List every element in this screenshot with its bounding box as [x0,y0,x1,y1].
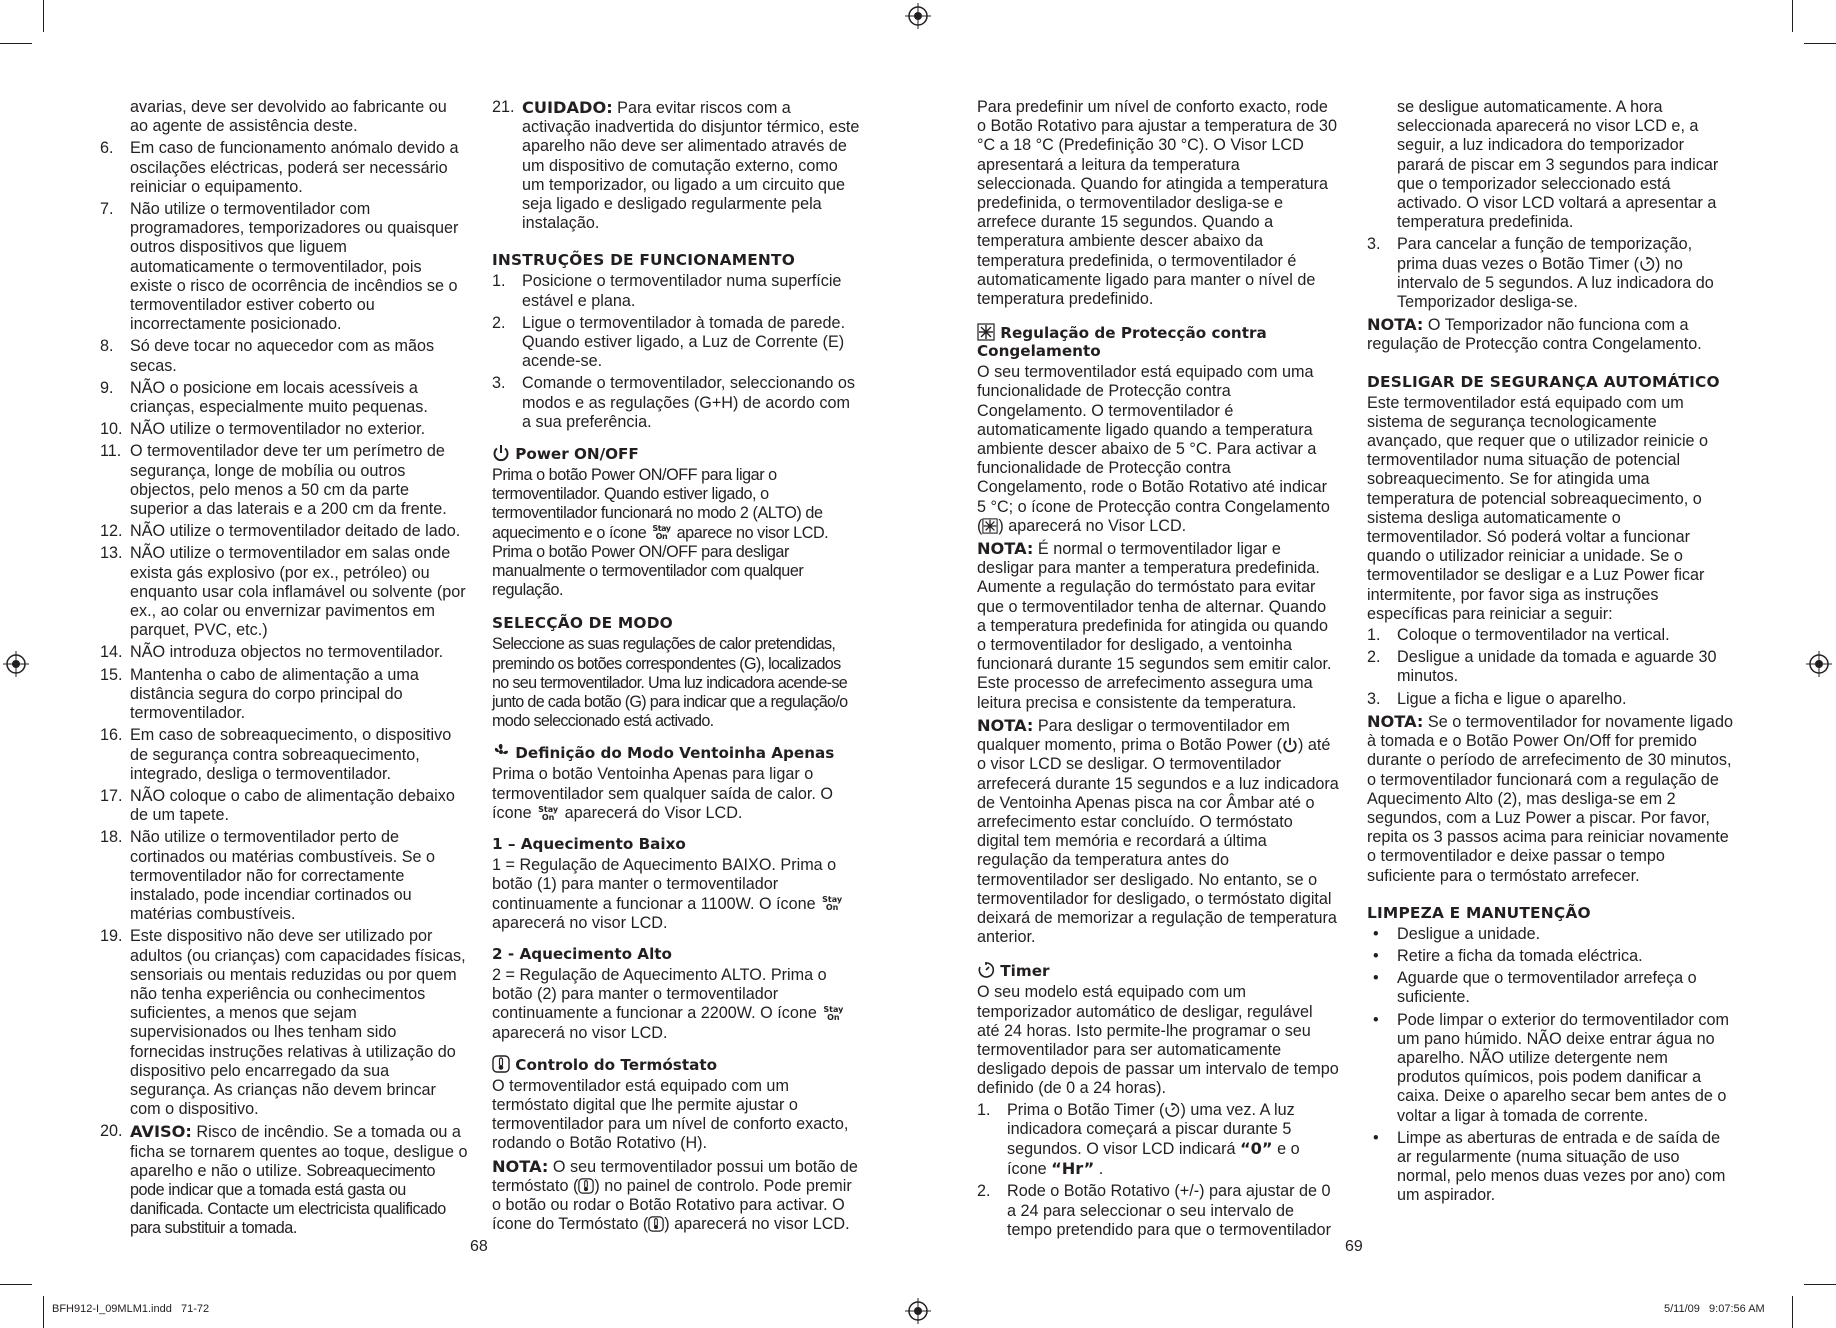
list-item: 16. Em caso de sobreaquecimento, o dispositivo de segurança contra sobreaquecimento, integrado, desliga o termoventilador. [100,726,452,783]
list-item: 10. NÃO utilize o termoventilador no exterior. [100,420,426,439]
list-item: 17. NÃO coloque o cabo de alimentação debaixo de um tapete. [100,786,455,825]
timer-text: O seu modelo está equipado com um temporizador automático de desligar, regulável até 24 horas. Isto permite-lhe programar o seu termoventilador para ser automaticamente desligado depois de passar um intervalo de tempo definido (de 0 a 24 horas). [977,983,1339,1098]
registration-mark-icon [3,651,29,677]
bullet-item: • Desligue a unidade. [1373,924,1541,943]
section-title-timer: Timer [977,961,1339,980]
list-item: 19. Este dispositivo não deve ser utilizado por adultos (ou crianças) com capacidades físicas, sensoriais ou mentais reduzidas ou por quem não tenha experiência ou conhecimentos suficientes, a menos que sejam supervisionados ou lhes tenham sido fornecidas instruções relativas à utilização do dispositivo pelo encarregado da sua segurança. As crianças não devem brincar com o dispositivo. [100,927,466,1119]
list-item: 11. O termoventilador deve ter um perímetro de segurança, longe de mobília ou outros objectos, pelo menos a 50 cm da parte superior a das laterais e a 200 cm da frente. [100,442,447,519]
thermostat-icon [578,1178,594,1194]
thermostat-icon [492,1055,510,1073]
stay-on-icon: Stay On [538,804,559,822]
crop-mark [0,1284,32,1285]
list-item: 15. Mantenha o cabo de alimentação a uma distância segura do corpo principal do termoventilador. [100,665,419,723]
section-title-low-heat: 1 – Aquecimento Baixo [492,835,686,854]
thermostat-text: O termoventilador está equipado com um termóstato digital que lhe permite ajustar o termoventilador para um nível de conforto exacto, rodando o Botão Rotativo (H). [492,1076,849,1153]
low-heat-text: 1 = Regulação de Aquecimento BAIXO. Prima o botão (1) para manter o termoventilador continuamente a funcionar a 1100W. O ícone Stay On aparecerá no visor LCD. [492,856,843,932]
fan-icon [492,743,510,761]
safety-text: Este termoventilador está equipado com um sistema de segurança tecnologicamente avançado, que requer que o utilizador reinicie o termoventilador numa situação de potencial sobreaquecimento. Se for atingida uma temperatura de potencial sobreaquecimento, o sistema desliga automaticamente o termoventilador. Só poderá voltar a funcionar quando o utilizador reiniciar a unidade. Se o termoventilador se desligar e a Luz Power ficar intermitente, por favor siga as instruções específicas para reiniciar a seguir: [1367,393,1709,623]
bullet-item: • Aguarde que o termoventilador arrefeça o suficiente. [1373,969,1697,1007]
section-title-power: Power ON/OFF [492,444,860,463]
list-item: avarias, deve ser devolvido ao fabricante ou ao agente de assistência deste. [130,98,447,136]
bullet-item: • Pode limpar o exterior do termoventilador com um pano húmido. NÃO deixe entrar água no aparelho. NÃO utilize detergente nem produtos químicos, pois podem danificar a caixa. Deixe o aparelho secar bem antes de o voltar a ligar à tomada de corrente. [1373,1010,1729,1125]
safety-note: NOTA: Se o termoventilador for novamente ligado à tomada e o Botão Power On/Off for premido durante o período de arrefecimento de 30 minutos, o termoventilador funcionará com a regulação de Aquecimento Alto (2), mas desliga-se em 2 segundos, com a Luz Power a piscar. Por favor, repita os 3 passos acima para reiniciar novamente o termoventilador e deixe passar o tempo suficiente para o termóstato arrefecer. [1367,711,1733,885]
stay-on-icon: Stay On [822,895,843,913]
thermostat-icon [648,1216,664,1232]
list-item: 3. Comande o termoventilador, seleccionando os modos e as regulações (G+H) de acordo com a sua preferência. [492,374,855,431]
timer-step-1: 1. Prima o Botão Timer ( ) uma vez. A luz indicadora começará a piscar durante 5 segundos. O visor LCD indicará “0” e o ícone “Hr” . [977,1100,1300,1179]
section-title-mode: SELECÇÃO DE MODO [492,614,673,633]
bullet-item: • Limpe as aberturas de entrada e de saída de ar regularmente (numa situação de uso normal, pelo menos duas vezes por ano) com um aspirador. [1373,1128,1726,1205]
list-item: 2. Desligue a unidade da tomada e aguarde 30 minutos. [1367,648,1717,686]
list-item: 1. Posicione o termoventilador numa superfície estável e plana. [492,272,842,310]
timer-step-2: 2. Rode o Botão Rotativo (+/-) para ajustar de 0 a 24 para seleccionar o seu intervalo de tempo pretendido para que o termoventilador [977,1182,1331,1239]
list-item: 3. Ligue a ficha e ligue o aparelho. [1367,689,1627,708]
list-item: 18. Não utilize o termoventilador perto de cortinados ou matérias combustíveis. Se o termoventilador não for correctamente instalado, pode incendiar cortinados ou matérias combustíveis. [100,828,436,924]
mode-text: Seleccione as suas regulações de calor pretendidas, premindo os botões correspondentes (G), localizados no seu termoventilador. Uma luz indicadora acende-se junto de cada botão (G) para indicar que a regulação/o modo seleccionado está activado. [492,635,848,731]
crop-mark [1804,43,1836,44]
crop-mark [1804,1284,1836,1285]
crop-mark [1792,1296,1793,1328]
power-text: Prima o botão Power ON/OFF para ligar o termoventilador. Quando estiver ligado, o termoventilador funcionará no modo 2 (ALTO) de aquecimento e o ícone Stay On aparece no visor LCD. Prima o botão Power ON/OFF para desligar manualmente o termoventilador com qualquer regulação. [492,466,829,600]
timer-step-3: 3. Para cancelar a função de temporização, prima duas vezes o Botão Timer ( ) no intervalo de 5 segundos. A luz indicadora do Temporizador desliga-se. [1367,235,1714,312]
section-title-cleaning: LIMPEZA E MANUTENÇÃO [1367,903,1591,922]
list-item: 14. NÃO introduza objectos no termoventilador. [100,643,444,662]
frost-text: O seu termoventilador está equipado com uma funcionalidade de Protecção contra Congelamento. O termoventilador é automaticamente ligado quando a temperatura ambiente descer abaixo de 5 °C. Para activar a funcionalidade de Protecção contra Congelamento, rode o Botão Rotativo até indicar 5 °C; o ícone de Protecção contra Congelamento ( ) aparecerá no Visor LCD. [977,363,1330,535]
section-title-fan: Definição do Modo Ventoinha Apenas [492,743,860,762]
power-icon [1282,737,1298,753]
instructions-list [492,272,860,432]
timer-step-2-cont: se desligue automaticamente. A hora seleccionada aparecerá no visor LCD e, a seguir, a luz indicadora do temporizador parará de piscar em 3 segundos para indicar que o temporizador seleccionado está activado. O visor LCD voltará a apresentar a temperatura predefinida. [1397,98,1719,232]
high-heat-text: 2 = Regulação de Aquecimento ALTO. Prima o botão (2) para manter o termoventilador continuamente a funcionar a 2200W. O ícone Stay On aparecerá no visor LCD. [492,965,844,1042]
bullet-item: • Retire a ficha da tomada eléctrica. [1373,946,1643,965]
frost-note-2: NOTA: Para desligar o termoventilador em qualquer momento, prima o Botão Power ( ) até o visor LCD se desligar. O termoventilador arrefecerá durante 15 segundos e a luz indicadora de Ventoinha Apenas pisca na cor Âmbar até o arrefecimento estar concluído. O termóstato digital tem memória e recordará a última regulação da temperatura antes do termoventilador ser desligado. No entanto, se o termoventilador for desligado, o termóstato digital deixará de memorizar a regulação de temperatura anterior. [977,715,1339,947]
section-title-instructions: INSTRUÇÕES DE FUNCIONAMENTO [492,251,795,270]
list-item: 8. Só deve tocar no aquecedor com as mãos secas. [100,337,435,375]
column-2 [492,98,860,1236]
footer-file-name: BFH912-I_09MLM1.indd 71-72 [52,1303,210,1315]
timer-icon [1164,1102,1180,1118]
footer-timestamp: 5/11/09 9:07:56 AM [1664,1303,1765,1315]
warning-label: AVISO: [130,1122,192,1142]
timer-note: NOTA: O Temporizador não funciona com a regulação de Protecção contra Congelamento. [1367,315,1702,354]
registration-mark-icon [1806,651,1832,677]
fan-text: Prima o botão Ventoinha Apenas para ligar o termoventilador sem qualquer saída de calor. O ícone Stay On aparecerá do Visor LCD. [492,765,834,822]
safety-list [100,139,468,1119]
column-3 [977,98,1339,1243]
stay-on-icon: Stay On [652,524,671,542]
stay-on-icon: Stay On [823,1005,844,1023]
crop-mark [0,43,32,44]
list-item: 2. Ligue o termoventilador à tomada de parede. Quando estiver ligado, a Luz de Corrente (E) acende-se. [492,313,846,371]
page-number-left: 68 [470,1238,488,1255]
caution-label: CUIDADO: [522,98,613,117]
reset-steps-list [1367,626,1735,709]
timer-icon [977,961,995,979]
frost-note-1: NOTA: É normal o termoventilador ligar e desligar para manter a temperatura predefinida. Aumente a regulação do termóstato para evitar que o termoventilador tenha de alternar. Quando a temperatura predefinida for atingida ou quando o termoventilador for desligado, a ventoinha funcionará durante 15 segundos sem emitir calor. Este processo de arrefecimento assegura uma leitura precisa e consistente da temperatura. [977,539,1332,712]
registration-mark-icon [905,1298,931,1324]
crop-mark [43,1296,44,1328]
crop-mark [1792,0,1793,32]
section-title-frost: Regulação de Protecção contra Congelamento [977,324,1267,361]
section-title-safety-shutoff: DESLIGAR DE SEGURANÇA AUTOMÁTICO [1367,372,1720,391]
list-item: 6. Em caso de funcionamento anómalo devido a oscilações eléctricas, poderá ser necessário reiniciar o equipamento. [100,139,459,196]
power-icon [492,444,510,462]
section-title-thermostat: Controlo do Termóstato [492,1055,860,1074]
cleaning-list [1367,925,1735,1206]
column-4 [1367,98,1735,1209]
list-item-21: 21. CUIDADO: Para evitar riscos com a activação inadvertida do disjuntor térmico, este aparelho não deve ser alimentado através de um dispositivo de comutação externo, como um temporizador, ou ligado a um circuito que seja ligado e desligado regularmente pela instalação. [492,98,860,233]
list-item: 9. NÃO o posicione em locais acessíveis a crianças, especialmente muito pequenas. [100,378,428,417]
section-title-high-heat: 2 - Aquecimento Alto [492,944,672,963]
list-item: 12. NÃO utilize o termoventilador deitado de lado. [100,522,461,541]
thermostat-preset-text: Para predefinir um nível de conforto exacto, rode o Botão Rotativo para ajustar a temperatura de 30 °C a 18 °C (Predefinição 30 °C). O Visor LCD apresentará a leitura da temperatura seleccionada. Quando for atingida a temperatura predefinida, o termoventilador desliga-se e arrefece durante 15 segundos. Quando a temperatura ambiente descer abaixo da temperatura predefinida, o termoventilador é automaticamente ligado para manter o nível de temperatura predefinido. [977,98,1337,309]
list-item: 13. NÃO utilize o termoventilador em salas onde exista gás explosivo (por ex., petróleo) ou enquanto usar cola inflamável ou solvente (por ex., ao colar ou envernizar pavimentos em parquet, PVC, etc.) [100,544,466,640]
list-item-20: 20. AVISO: Risco de incêndio. Se a tomada ou a ficha se tornarem quentes ao toque, desligue o aparelho e não o utilize. Sobreaquecimento pode indicar que a tomada está gasta ou danificada. Contacte um electricista qualificado para substituir a tomada. [100,1122,468,1238]
registration-mark-icon [905,3,931,29]
list-item: 7. Não utilize o termoventilador com programadores, temporizadores ou quaisquer outros dispositivos que liguem automaticamente o termoventilador, pois existe o risco de ocorrência de incêndios se o termoventilador estiver coberto ou incorrectamente posicionado. [100,200,459,334]
snowflake-icon [977,323,995,341]
page-number-right: 69 [1345,1238,1363,1255]
list-item: 1. Coloque o termoventilador na vertical. [1367,626,1670,645]
timer-icon [1639,256,1655,272]
crop-mark [43,0,44,32]
snowflake-icon [982,518,998,534]
column-1 [100,98,468,1242]
thermostat-note: NOTA: O seu termoventilador possui um botão de termóstato ( ) no painel de controlo. Pode premir o botão ou rodar o Botão Rotativo para activar. O ícone do Termóstato ( ) aparecerá no visor LCD. [492,1156,858,1234]
